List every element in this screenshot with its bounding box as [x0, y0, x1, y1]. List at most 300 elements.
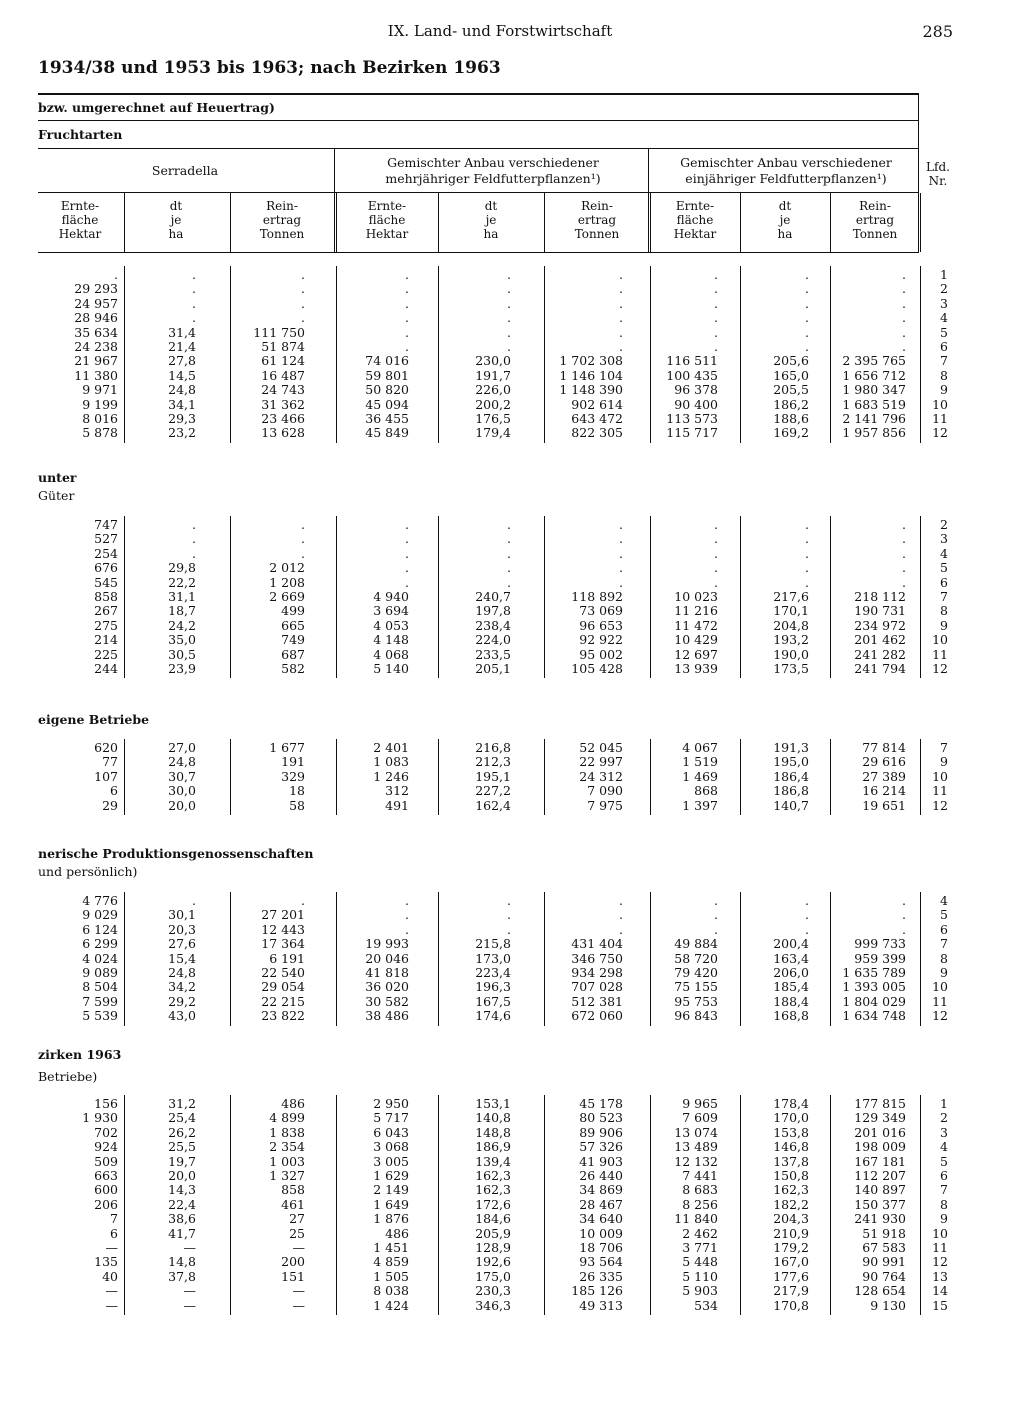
table-cell: . [405, 893, 409, 908]
table-cell: . [619, 907, 623, 923]
row-number: 10 [932, 396, 948, 412]
table-cell: 1 246 [373, 768, 409, 784]
row-number: 3 [940, 295, 948, 311]
table-cell: . [805, 574, 809, 590]
table-cell: 707 028 [571, 979, 623, 995]
table-cell: 19,7 [168, 1153, 196, 1169]
table-cell: 24 312 [579, 768, 623, 784]
table-cell: 509 [94, 1153, 118, 1169]
table-cell: 31 362 [261, 396, 305, 412]
table-cell: 90 991 [862, 1254, 906, 1270]
table-cell: 51 874 [261, 339, 305, 354]
table-cell: 1 469 [682, 768, 718, 784]
table-cell: 4 776 [82, 893, 118, 908]
header-top-rule [38, 93, 918, 95]
row-number: 7 [940, 740, 948, 755]
page-number: 285 [922, 22, 953, 41]
table-cell: . [902, 324, 906, 340]
table-cell: 190,0 [773, 646, 809, 662]
table-cell: 346 750 [571, 950, 623, 966]
table-cell: 8 016 [82, 411, 118, 426]
row-number: 2 [940, 281, 948, 297]
table-cell: . [619, 295, 623, 311]
table-cell: . [192, 517, 196, 532]
table-cell: . [507, 310, 511, 326]
table-cell: . [301, 545, 305, 561]
table-cell: 241 282 [854, 646, 906, 662]
table-cell: 73 069 [579, 603, 623, 619]
table-cell: 329 [281, 768, 305, 784]
table-cell: — [292, 1240, 305, 1255]
table-cell: 665 [281, 617, 305, 633]
row-number: 7 [940, 353, 948, 369]
table-cell: . [301, 295, 305, 311]
table-cell: 7 [110, 1211, 118, 1227]
table-cell: 217,6 [773, 589, 809, 604]
table-cell: . [192, 310, 196, 326]
table-cell: 29 [102, 797, 118, 813]
table-cell: 36 020 [365, 979, 409, 995]
table-cell: 23 466 [261, 411, 305, 426]
row-number: 9 [940, 1211, 948, 1227]
table-cell: . [714, 531, 718, 547]
table-cell: 620 [94, 740, 118, 755]
table-cell: 512 381 [571, 993, 623, 1009]
table-cell: 61 124 [261, 353, 305, 369]
table-cell: 5 878 [82, 425, 118, 441]
row-number: 11 [932, 646, 948, 662]
table-cell: 201 016 [854, 1124, 906, 1140]
table-cell: 153,8 [773, 1124, 809, 1140]
table-cell: 27 389 [862, 768, 906, 784]
table-cell: 112 207 [854, 1168, 906, 1183]
table-cell: 26,2 [168, 1124, 196, 1140]
table-cell: . [507, 295, 511, 311]
table-cell: 1 876 [373, 1211, 409, 1227]
table-cell: . [902, 310, 906, 326]
table-cell: 9 130 [870, 1297, 906, 1313]
table-cell: 195,1 [475, 768, 511, 784]
table-cell: . [619, 893, 623, 908]
table-cell: 172,6 [475, 1196, 511, 1212]
table-cell: 115 717 [666, 425, 718, 441]
table-cell: 96 378 [674, 382, 718, 398]
section-title: unter [38, 470, 77, 485]
table-cell: 182,2 [773, 1196, 809, 1212]
table-cell: . [805, 921, 809, 937]
table-cell: 58 720 [674, 950, 718, 966]
table-cell: . [805, 295, 809, 311]
table-cell: 179,2 [773, 1240, 809, 1255]
table-cell: 30,1 [168, 907, 196, 923]
table-cell: 9 089 [82, 965, 118, 980]
table-cell: 1 397 [682, 797, 718, 813]
row-number: 9 [940, 754, 948, 770]
table-cell: 545 [94, 574, 118, 590]
table-cell: 18 706 [579, 1240, 623, 1255]
table-cell: . [714, 339, 718, 354]
table-cell: 140 897 [854, 1182, 906, 1198]
table-cell: 643 472 [571, 411, 623, 426]
table-cell: 1 519 [682, 754, 718, 770]
table-cell: 74 016 [365, 353, 409, 369]
table-cell: 218 112 [854, 589, 906, 604]
table-cell: 2 149 [373, 1182, 409, 1198]
table-cell: 1 656 712 [842, 367, 906, 383]
table-cell: 486 [281, 1096, 305, 1111]
row-number: 13 [932, 1268, 948, 1284]
row-number: 10 [932, 632, 948, 648]
table-cell: 24,8 [168, 965, 196, 980]
table-cell: 3 694 [373, 603, 409, 619]
table-cell: — [292, 1297, 305, 1313]
table-cell: 214 [94, 632, 118, 648]
table-cell: 822 305 [571, 425, 623, 441]
table-cell: 3 771 [682, 1240, 718, 1255]
table-cell: 176,5 [475, 411, 511, 426]
table-cell: 40 [102, 1268, 118, 1284]
crop-label-rule [38, 148, 918, 149]
table-cell: 687 [281, 646, 305, 662]
table-cell: 192,6 [475, 1254, 511, 1270]
table-cell: 15,4 [168, 950, 196, 966]
table-cell: 205,9 [475, 1225, 511, 1241]
table-cell: 36 455 [365, 411, 409, 426]
row-number: 12 [932, 797, 948, 813]
group-divider-2 [648, 148, 649, 253]
table-cell: 241 930 [854, 1211, 906, 1227]
table-cell: 600 [94, 1182, 118, 1198]
table-cell: 51 918 [862, 1225, 906, 1241]
table-cell: 29,3 [168, 411, 196, 426]
group-header-einjaehrig: Gemischter Anbau verschiedener einjähriger Feldfutterpflanzen¹) [680, 155, 892, 186]
table-cell: 204,3 [773, 1211, 809, 1227]
table-cell: 107 [94, 768, 118, 784]
table-cell: 1 980 347 [842, 382, 906, 398]
table-cell: 24,8 [168, 754, 196, 770]
table-cell: 195,0 [773, 754, 809, 770]
table-cell: — [183, 1240, 196, 1255]
table-cell: 3 068 [373, 1139, 409, 1155]
table-cell: 19 993 [365, 936, 409, 952]
table-cell: 41,7 [168, 1225, 196, 1241]
table-cell: 29,2 [168, 993, 196, 1009]
table-cell: 8 038 [373, 1283, 409, 1299]
table-cell: 216,8 [475, 740, 511, 755]
table-cell: 92 922 [579, 632, 623, 648]
table-cell: 254 [94, 545, 118, 561]
row-number: 8 [940, 1196, 948, 1212]
table-cell: 24,2 [168, 617, 196, 633]
table-cell: 45 178 [579, 1096, 623, 1111]
table-cell: 16 214 [862, 783, 906, 799]
table-cell: 105 428 [571, 661, 623, 676]
table-cell: 129 349 [854, 1110, 906, 1126]
table-cell: 10 429 [674, 632, 718, 648]
table-cell: — [292, 1283, 305, 1299]
table-cell: 312 [385, 783, 409, 799]
table-cell: 267 [94, 603, 118, 619]
table-cell: 244 [94, 661, 118, 676]
table-cell: 58 [289, 797, 305, 813]
table-cell: 29 054 [261, 979, 305, 995]
row-number: 11 [932, 411, 948, 426]
group-header-serradella: Serradella [151, 163, 219, 178]
table-cell: 137,8 [773, 1153, 809, 1169]
table-cell: 23,2 [168, 425, 196, 441]
table-cell: 41 903 [579, 1153, 623, 1169]
table-cell: 135 [94, 1254, 118, 1270]
table-cell: 1 677 [269, 740, 305, 755]
table-cell: 31,2 [168, 1096, 196, 1111]
table-cell: 217,9 [773, 1283, 809, 1299]
table-cell: 30 582 [365, 993, 409, 1009]
column-header-divider [438, 193, 439, 252]
table-cell: 200,4 [773, 936, 809, 952]
row-number: 15 [932, 1297, 948, 1313]
table-cell: . [714, 267, 718, 282]
table-cell: . [902, 295, 906, 311]
table-cell: . [714, 545, 718, 561]
table-cell: 4 067 [682, 740, 718, 755]
table-cell: 582 [281, 661, 305, 676]
table-cell: 118 892 [571, 589, 623, 604]
table-cell: 206,0 [773, 965, 809, 980]
table-cell: 179,4 [475, 425, 511, 441]
table-cell: . [714, 281, 718, 297]
table-cell: 4 068 [373, 646, 409, 662]
table-cell: . [192, 545, 196, 561]
table-cell: 185 126 [571, 1283, 623, 1299]
table-cell: 34 640 [579, 1211, 623, 1227]
table-cell: 165,0 [773, 367, 809, 383]
table-cell: 20 046 [365, 950, 409, 966]
table-cell: 140,8 [475, 1110, 511, 1126]
table-cell: . [405, 295, 409, 311]
table-cell: 191,3 [773, 740, 809, 755]
table-cell: . [902, 517, 906, 532]
table-cell: 24 743 [261, 382, 305, 398]
table-cell: 2 012 [269, 560, 305, 576]
table-cell: . [301, 267, 305, 282]
table-cell: . [405, 339, 409, 354]
table-cell: 223,4 [475, 965, 511, 980]
table-cell: 113 573 [666, 411, 718, 426]
table-cell: 25,4 [168, 1110, 196, 1126]
table-cell: 186,9 [475, 1139, 511, 1155]
table-cell: . [619, 545, 623, 561]
table-cell: 31,4 [168, 324, 196, 340]
table-cell: . [507, 545, 511, 561]
table-cell: 13 939 [674, 661, 718, 676]
table-cell: . [714, 574, 718, 590]
table-cell: 151 [281, 1268, 305, 1284]
table-cell: 4 148 [373, 632, 409, 648]
table-cell: 1 635 789 [842, 965, 906, 980]
column-header: dt je ha [777, 199, 793, 241]
table-cell: . [619, 281, 623, 297]
table-cell: 162,4 [475, 797, 511, 813]
table-cell: 169,2 [773, 425, 809, 441]
table-cell: 90 764 [862, 1268, 906, 1284]
table-cell: . [902, 531, 906, 547]
table-cell: 225 [94, 646, 118, 662]
table-cell: 116 511 [666, 353, 718, 369]
table-cell: 10 023 [674, 589, 718, 604]
table-cell: 67 583 [862, 1240, 906, 1255]
table-cell: 193,2 [773, 632, 809, 648]
table-cell: . [805, 545, 809, 561]
table-cell: 27 [289, 1211, 305, 1227]
table-cell: 527 [94, 531, 118, 547]
row-number: 9 [940, 617, 948, 633]
table-cell: 35,0 [168, 632, 196, 648]
row-number: 6 [940, 921, 948, 937]
table-cell: 27,6 [168, 936, 196, 952]
table-cell: 23,9 [168, 661, 196, 676]
table-cell: 38 486 [365, 1008, 409, 1024]
table-cell: 200,2 [475, 396, 511, 412]
table-cell: 167,0 [773, 1254, 809, 1270]
table-cell: 34 869 [579, 1182, 623, 1198]
table-cell: 139,4 [475, 1153, 511, 1169]
row-number: 12 [932, 425, 948, 441]
table-cell: — [105, 1240, 118, 1255]
table-cell: 12 443 [261, 921, 305, 937]
row-number: 1 [940, 1096, 948, 1111]
table-cell: 6 191 [269, 950, 305, 966]
row-number: 5 [940, 1153, 948, 1169]
table-cell: . [405, 324, 409, 340]
table-cell: 224,0 [475, 632, 511, 648]
column-header: dt je ha [483, 199, 499, 241]
table-cell: 5 140 [373, 661, 409, 676]
row-number: 4 [940, 893, 948, 908]
table-cell: 59 801 [365, 367, 409, 383]
table-cell: . [192, 295, 196, 311]
row-number: 4 [940, 310, 948, 326]
table-cell: 4 940 [373, 589, 409, 604]
table-cell: 49 313 [579, 1297, 623, 1313]
table-cell: . [902, 281, 906, 297]
table-cell: 1 146 104 [559, 367, 623, 383]
table-cell: 858 [94, 589, 118, 604]
row-number: 6 [940, 574, 948, 590]
table-cell: . [805, 517, 809, 532]
table-cell: . [714, 310, 718, 326]
table-cell: 188,6 [773, 411, 809, 426]
table-cell: . [714, 921, 718, 937]
table-cell: 13 489 [674, 1139, 718, 1155]
table-cell: 2 950 [373, 1096, 409, 1111]
table-cell: 11 216 [674, 603, 718, 619]
table-cell: 150 377 [854, 1196, 906, 1212]
row-number: 9 [940, 382, 948, 398]
table-cell: . [301, 281, 305, 297]
table-cell: 35 634 [74, 324, 118, 340]
table-cell: 190 731 [854, 603, 906, 619]
table-cell: 204,8 [773, 617, 809, 633]
table-cell: . [507, 339, 511, 354]
table-cell: . [619, 531, 623, 547]
table-cell: 10 009 [579, 1225, 623, 1241]
table-cell: 1 393 005 [842, 979, 906, 995]
table-cell: 45 849 [365, 425, 409, 441]
table-cell: 41 818 [365, 965, 409, 980]
table-cell: . [619, 267, 623, 282]
group-divider-1 [334, 148, 335, 253]
table-cell: 34,1 [168, 396, 196, 412]
table-cell: 212,3 [475, 754, 511, 770]
table-cell: . [301, 893, 305, 908]
table-cell: 38,6 [168, 1211, 196, 1227]
table-cell: 196,3 [475, 979, 511, 995]
table-cell: 233,5 [475, 646, 511, 662]
table-cell: 205,1 [475, 661, 511, 676]
table-cell: . [619, 560, 623, 576]
table-cell: . [507, 560, 511, 576]
table-cell: 162,3 [773, 1182, 809, 1198]
table-cell: 275 [94, 617, 118, 633]
table-cell: 79 420 [674, 965, 718, 980]
row-number: 14 [932, 1283, 948, 1299]
table-cell: 663 [94, 1168, 118, 1183]
table-cell: 1 629 [373, 1168, 409, 1183]
table-cell: 676 [94, 560, 118, 576]
table-cell: 22 215 [261, 993, 305, 1009]
table-cell: 227,2 [475, 783, 511, 799]
table-cell: 45 094 [365, 396, 409, 412]
table-cell: 29 293 [74, 281, 118, 297]
table-cell: 431 404 [571, 936, 623, 952]
table-cell: 29,8 [168, 560, 196, 576]
row-number: 8 [940, 603, 948, 619]
table-cell: 52 045 [579, 740, 623, 755]
table-cell: 22,2 [168, 574, 196, 590]
table-cell: 4 024 [82, 950, 118, 966]
section-subtitle: Betriebe) [38, 1069, 98, 1084]
row-number: 10 [932, 1225, 948, 1241]
table-cell: . [405, 560, 409, 576]
section-title: zirken 1963 [38, 1047, 122, 1062]
table-cell: 230,3 [475, 1283, 511, 1299]
table-cell: . [507, 267, 511, 282]
table-cell: 167,5 [475, 993, 511, 1009]
table-cell: 26 440 [579, 1168, 623, 1183]
row-number: 7 [940, 589, 948, 604]
table-cell: 234 972 [854, 617, 906, 633]
table-cell: 25 [289, 1225, 305, 1241]
table-cell: . [902, 907, 906, 923]
row-number: 8 [940, 950, 948, 966]
table-cell: 346,3 [475, 1297, 511, 1313]
table-cell: . [405, 574, 409, 590]
table-cell: . [405, 517, 409, 532]
table-cell: 8 256 [682, 1196, 718, 1212]
table-cell: . [902, 560, 906, 576]
table-cell: 534 [694, 1297, 718, 1313]
column-header: dt je ha [168, 199, 184, 241]
table-cell: 924 [94, 1139, 118, 1155]
row-number: 10 [932, 768, 948, 784]
table-cell: 16 487 [261, 367, 305, 383]
table-cell: . [805, 531, 809, 547]
row-number: 7 [940, 936, 948, 952]
table-cell: 191 [281, 754, 305, 770]
table-cell: 30,5 [168, 646, 196, 662]
table-cell: . [301, 517, 305, 532]
table-cell: 210,9 [773, 1225, 809, 1241]
